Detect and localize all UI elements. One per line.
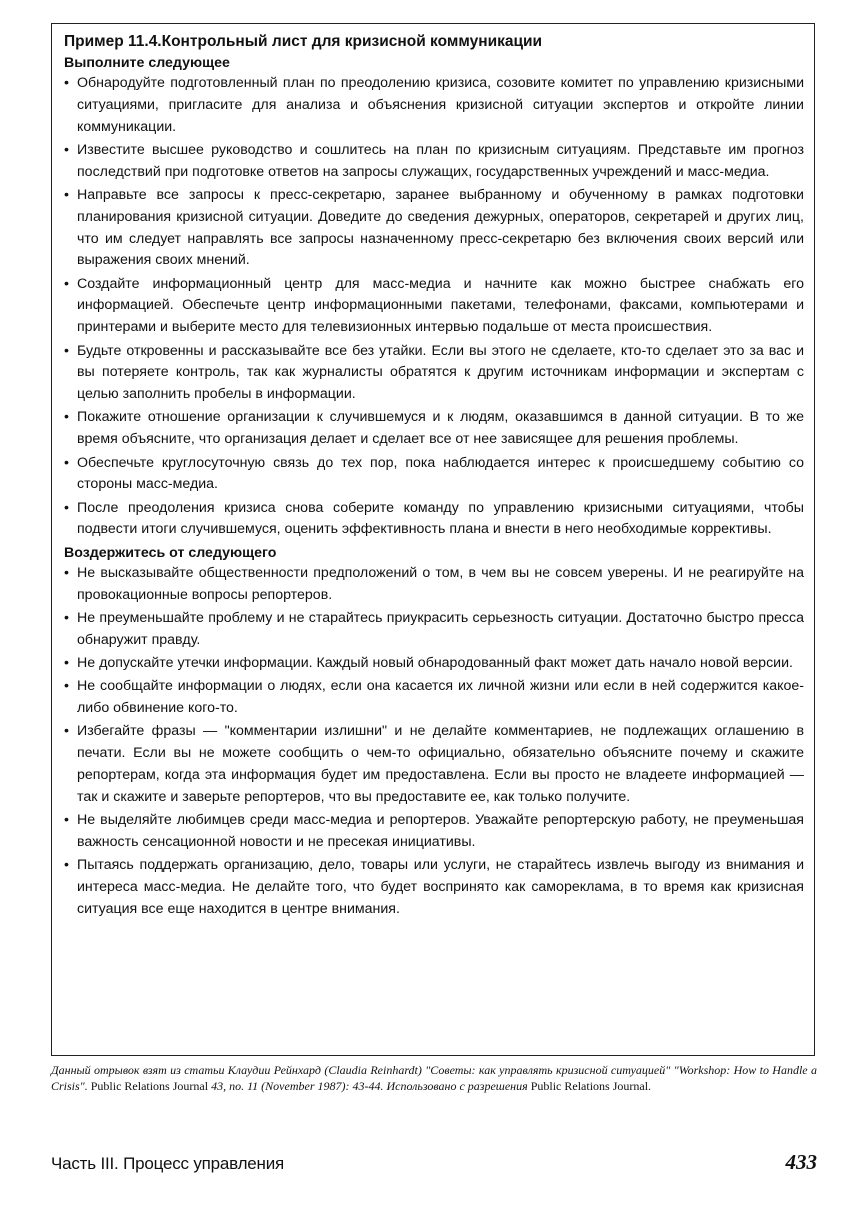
list-item-text: Избегайте фразы — "комментарии излишни" и не делайте комментариев, не подлежащих оглашению в печати. Если вы не можете сообщить о чем-то официально, обязательно объясните почему и скажите репортерам, когда эта информация будет им предоставлена. Если вы просто не владеете информацией — так и скажите и заверьте репортеров, что вы предоставите ее, как только получите. — [77, 723, 804, 805]
list-item — [64, 721, 804, 808]
bullet-icon: • — [64, 678, 69, 695]
footnote-journal-end: Public Relations Journal. — [530, 1078, 652, 1093]
list-item-text: После преодоления кризиса снова соберите команду по управлению кризисными ситуациями, чтобы подвести итоги случившемуся, оценить эффективность плана и внести в него необходимые коррективы. — [77, 499, 804, 538]
list-item — [64, 498, 804, 542]
list-item — [64, 608, 804, 652]
bullet-icon: • — [64, 75, 69, 91]
bullet-icon: • — [64, 564, 69, 581]
dont-list — [64, 563, 804, 921]
list-item-text: Создайте информационный центр для масс-медиа и начните как можно быстрее снабжать его информацией. Обеспечьте центр информационными пакетами, телефонами, факсами, компьютерами и принтерами и выберите место для телевизионных интервью подальше от места происшествия. — [77, 275, 804, 336]
footnote-journal: Public Relations Journal — [90, 1078, 209, 1093]
list-item-text: Обеспечьте круглосуточную связь до тех пор, пока наблюдается интерес к происшедшему событию со стороны масс-медиа. — [77, 454, 804, 493]
list-item-text: Обнародуйте подготовленный план по преодолению кризиса, созовите комитет по управлению кризисными ситуациями, пригласите для анализа и объяснения кризисной ситуации экспертов и откройте линии коммуникации. — [77, 75, 804, 135]
list-item-text: Не высказывайте общественности предположений о том, в чем вы не совсем уверены. И не реагируйте на провокационные вопросы репортеров. — [77, 564, 804, 603]
do-heading: Выполните следующее — [64, 55, 230, 71]
list-item-text: Не сообщайте информации о людях, если она касается их личной жизни или если в ней содержится какое-либо обвинение кого-то. — [77, 678, 804, 717]
running-footer: Часть III. Процесс управления — [51, 1154, 285, 1173]
bullet-icon: • — [64, 454, 69, 471]
list-item — [64, 140, 804, 184]
bullet-icon: • — [64, 275, 69, 292]
list-item — [64, 653, 804, 675]
list-item-text: Будьте откровенны и рассказывайте все без утайки. Если вы этого не сделаете, кто-то сделает это за вас и вы потеряете контроль, так как журналисты обратятся к другим источникам информации и экспертам с целью заполнить пробелы в информации. — [77, 342, 804, 403]
example-title: Пример 11.4.Контрольный лист для кризисной коммуникации — [64, 33, 543, 50]
bullet-icon: • — [64, 857, 69, 874]
list-item — [64, 676, 804, 720]
bullet-icon: • — [64, 409, 69, 426]
bullet-icon: • — [64, 609, 69, 626]
footnote-part1: Данный отрывок взят из статьи Клаудии Рейнхард (Claudia Reinhardt) "Советы: как управлять кризисной ситуацией" "Workshop: How to Handle a Crisis". — [51, 1063, 817, 1093]
list-item — [64, 453, 804, 497]
bullet-icon: • — [64, 723, 69, 740]
list-item — [64, 73, 804, 138]
bullet-icon: • — [64, 654, 69, 671]
footnote-part3: 43, no. 11 (November 1987): 43-44. Использовано с разрешения — [208, 1078, 531, 1093]
bullet-icon: • — [64, 186, 69, 203]
list-item — [64, 563, 804, 607]
list-item — [64, 855, 804, 920]
source-footnote — [51, 1063, 817, 1094]
list-item — [64, 185, 804, 272]
list-item-text: Покажите отношение организации к случившемуся и к людям, оказавшимся в данной ситуации. В то же время объясните, что организация делает и сделает все от нее зависящее для решения проблемы. — [77, 409, 804, 448]
bullet-icon: • — [64, 812, 69, 828]
list-item-text: Известите высшее руководство и сошлитесь на план по кризисным ситуациям. Представьте им прогноз последствий при подготовке ответов на запросы служащих, государственных учреждений и масс-медиа. — [77, 141, 804, 180]
list-item — [64, 810, 804, 854]
list-item — [64, 341, 804, 406]
dont-heading: Воздержитесь от следующего — [64, 544, 277, 561]
list-item-text: Направьте все запросы к пресс-секретарю, заранее выбранному и обученному в рамках подготовки планирования кризисной ситуации. Доведите до сведения дежурных, операторов, секретарей и других лиц, что им следует направлять все запросы назначенному пресс-секретарю без включения своих версий или выражения своих мнений. — [77, 186, 804, 269]
list-item-text: Пытаясь поддержать организацию, дело, товары или услуги, не старайтесь извлечь выгоду из внимания и интереса масс-медиа. Не делайте того, что будет воспринято как саморекламa, в то время как кризисная ситуация все еще находится в центре внимания. — [77, 857, 804, 917]
list-item-text: Не выделяйте любимцев среди масс-медиа и репортеров. Уважайте репортерскую работу, не преуменьшая важность сенсационной новости и не пресекая инициативы. — [77, 812, 804, 850]
do-list — [64, 73, 804, 541]
list-item — [64, 407, 804, 451]
list-item — [64, 274, 804, 339]
bullet-icon: • — [64, 141, 69, 158]
checklist-box — [51, 23, 815, 1056]
list-item-text: Не допускайте утечки информации. Каждый новый обнародованный факт может дать начало новой версии. — [77, 654, 793, 671]
bullet-icon: • — [64, 342, 69, 359]
page-number: 433 — [785, 1150, 817, 1174]
list-item-text: Не преуменьшайте проблему и не старайтесь приукрасить серьезность ситуации. Достаточно быстро пресса обнаружит правду. — [77, 609, 804, 648]
bullet-icon: • — [64, 499, 69, 516]
